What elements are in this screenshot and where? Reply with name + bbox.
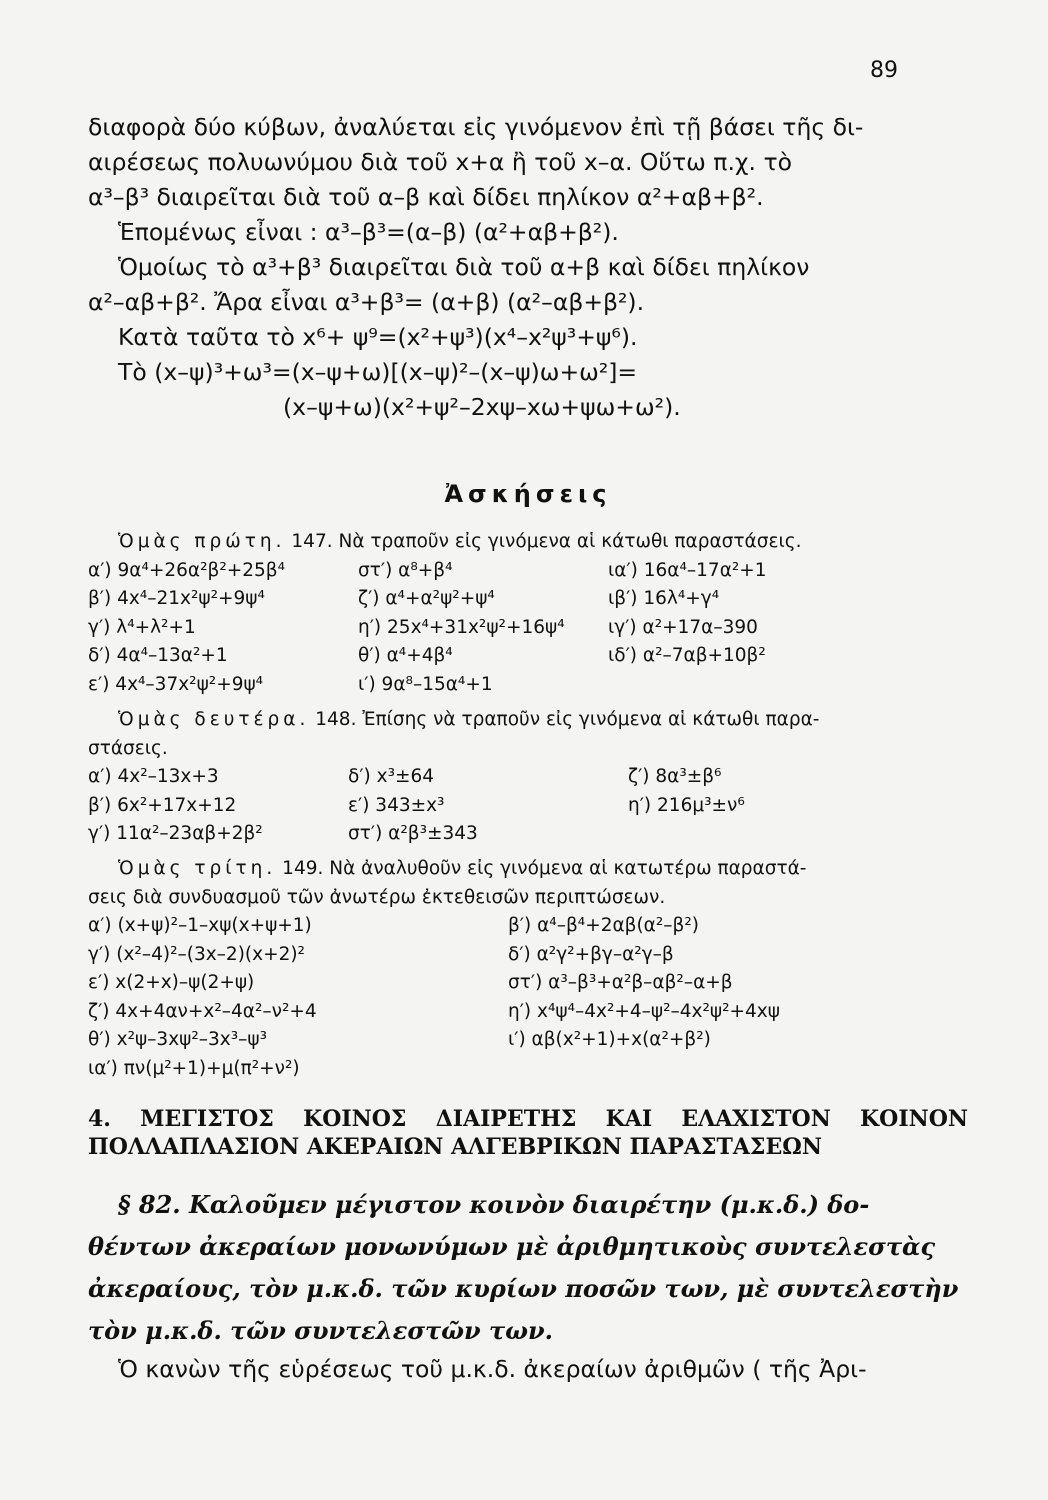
exercise-item: ζ′) 8α³±β⁶ xyxy=(628,766,722,787)
intro-line: Τὸ (x–ψ)³+ω³=(x–ψ+ω)[(x–ψ)²–(x–ψ)ω+ω²]= xyxy=(118,358,638,386)
exercise-item: ιδ′) α²–7αβ+10β² xyxy=(608,645,766,666)
group-text-cont: σεις διὰ συνδυασμοῦ τῶν ἀνωτέρω ἐκτεθεισῶν περιπτώσεων. xyxy=(88,886,666,908)
exercise-item: δ′) 4α⁴–13α²+1 xyxy=(88,645,228,666)
exercise-item: ι′) αβ(x²+1)+x(α²+β²) xyxy=(508,1029,711,1050)
section-title: 4. ΜΕΓΙΣΤΟΣ ΚΟΙΝΟΣ ΔΙΑΙΡΕΤΗΣ ΚΑΙ ΕΛΑΧΙΣΤΟΝ ΚΟΙΝΟΝ ΠΟΛΛΑΠΛΑΣΙΟΝ ΑΚΕΡΑΙΩΝ ΑΛΓΕΒΡΙΚΩΝ ΠΑΡΑΣΤΑΣΕΩΝ xyxy=(88,1106,968,1160)
exercise-item xyxy=(508,1055,968,1084)
exercise-item: ε′) 4x⁴–37x²ψ²+9ψ⁴ xyxy=(88,673,264,695)
group-label: Ὁμὰς τρίτη. xyxy=(118,858,277,879)
group-label: Ὁμὰς πρώτη. xyxy=(118,531,286,552)
exercise-item: γ′) 11α²–23αβ+2β² xyxy=(88,823,263,844)
group-text: 148. Ἐπίσης νὰ τραποῦν εἰς γινόμενα αἱ κάτωθι παρα- xyxy=(315,709,820,730)
group-text: 147. Νὰ τραποῦν εἰς γινόμενα αἱ κάτωθι παραστάσεις. xyxy=(291,531,802,552)
exercise-item xyxy=(608,671,968,700)
intro-line: α²–αβ+β². Ἄρα εἶναι α³+β³= (α+β) (α²–αβ+β²). xyxy=(88,288,645,316)
intro-line: α³–β³ διαιρεῖται διὰ τοῦ α–β καὶ δίδει πηλίκον α²+αβ+β². xyxy=(88,183,764,211)
exercise-item: γ′) λ⁴+λ²+1 xyxy=(88,616,196,638)
exercise-item: ι′) 9α⁸–15α⁴+1 xyxy=(358,673,493,695)
exercise-item: στ′) α⁸+β⁴ xyxy=(358,559,453,581)
intro-text xyxy=(88,110,968,425)
intro-line: (x–ψ+ω)(x²+ψ²–2xψ–xω+ψω+ω²). xyxy=(283,393,681,421)
exercise-item: ζ′) 4x+4αν+x²–4α²–ν²+4 xyxy=(88,1000,317,1022)
page-number: 89 xyxy=(870,58,898,83)
intro-line: διαφορὰ δύο κύβων, ἀναλύεται εἰς γινόμενον ἐπὶ τῇ βάσει τῆς δι- xyxy=(88,113,864,141)
definition-line: τὸν μ.κ.δ. τῶν συντελεστῶν των. xyxy=(88,1316,554,1345)
definition-paragraph xyxy=(88,1184,968,1352)
exercise-item: α′) 9α⁴+26α²β²+25β⁴ xyxy=(88,559,286,581)
exercise-item: ε′) 343±x³ xyxy=(348,794,445,816)
exercise-item: α′) 4x²–13x+3 xyxy=(88,766,219,787)
exercise-item: ια′) 16α⁴–17α²+1 xyxy=(608,559,767,581)
exercise-item: δ′) α²γ²+βγ–α²γ–β xyxy=(508,943,674,965)
exercise-item: ε′) x(2+x)–ψ(2+ψ) xyxy=(88,972,255,993)
exercise-item: ιγ′) α²+17α–390 xyxy=(608,616,758,638)
intro-line: Κατὰ ταῦτα τὸ x⁶+ ψ⁹=(x²+ψ³)(x⁴–x²ψ³+ψ⁶). xyxy=(118,323,638,351)
intro-line: Ὁμοίως τὸ α³+β³ διαιρεῖται διὰ τοῦ α+β καὶ δίδει πηλίκον xyxy=(118,253,810,281)
exercise-item: α′) (x+ψ)²–1–xψ(x+ψ+1) xyxy=(88,915,312,936)
group-label: Ὁμὰς δευτέρα. xyxy=(118,709,310,730)
exercise-item: θ′) x²ψ–3xψ²–3x³–ψ³ xyxy=(88,1029,268,1050)
exercise-item: στ′) α³–β³+α²β–αβ²–α+β xyxy=(508,972,733,993)
exercise-item xyxy=(628,820,968,849)
exercise-group-3 xyxy=(88,855,968,1083)
exercise-item: θ′) α⁴+4β⁴ xyxy=(358,645,453,666)
last-line: Ὁ κανὼν τῆς εὑρέσεως τοῦ μ.κ.δ. ἀκεραίων ἀριθμῶν ( τῆς Ἀρι- xyxy=(118,1355,867,1383)
exercise-item: η′) 25x⁴+31x²ψ²+16ψ⁴ xyxy=(358,616,565,638)
exercise-item: η′) 216μ³±ν⁶ xyxy=(628,794,745,816)
exercise-item: ιβ′) 16λ⁴+γ⁴ xyxy=(608,588,720,609)
exercise-item: β′) 6x²+17x+12 xyxy=(88,794,237,816)
exercises-heading: Ἀσκήσεις xyxy=(444,480,612,508)
exercise-item: στ′) α²β³±343 xyxy=(348,823,478,844)
intro-line: αιρέσεως πολυωνύμου διὰ τοῦ x+α ἢ τοῦ x–α. Οὕτω π.χ. τὸ xyxy=(88,148,792,176)
exercise-item: ια′) πν(μ²+1)+μ(π²+ν²) xyxy=(88,1057,300,1079)
exercise-group-2 xyxy=(88,706,968,849)
exercise-item: ζ′) α⁴+α²ψ²+ψ⁴ xyxy=(358,588,495,609)
definition-line: θέντων ἀκεραίων μονωνύμων μὲ ἀριθμητικοὺς συντελεστὰς xyxy=(88,1232,936,1261)
exercise-item: β′) α⁴–β⁴+2αβ(α²–β²) xyxy=(508,915,699,936)
exercise-group-1 xyxy=(88,528,968,699)
group-text-cont: στάσεις. xyxy=(88,737,168,759)
exercise-item: γ′) (x²–4)²–(3x–2)(x+2)² xyxy=(88,943,305,965)
intro-line: Ἑπομένως εἶναι : α³–β³=(α–β) (α²+αβ+β²). xyxy=(118,218,619,246)
definition-line: § 82. Καλοῦμεν μέγιστον κοινὸν διαιρέτην (μ.κ.δ.) δο- xyxy=(118,1190,870,1219)
group-text: 149. Νὰ ἀναλυθοῦν εἰς γινόμενα αἱ κατωτέρω παραστά- xyxy=(282,858,807,879)
definition-line: ἀκεραίους, τὸν μ.κ.δ. τῶν κυρίων ποσῶν των, μὲ συντελεστὴν xyxy=(88,1274,959,1303)
exercise-item: η′) x⁴ψ⁴–4x²+4–ψ²–4x²ψ²+4xψ xyxy=(508,1000,780,1022)
exercise-item: δ′) x³±64 xyxy=(348,766,435,787)
exercise-item: β′) 4x⁴–21x²ψ²+9ψ⁴ xyxy=(88,588,265,609)
